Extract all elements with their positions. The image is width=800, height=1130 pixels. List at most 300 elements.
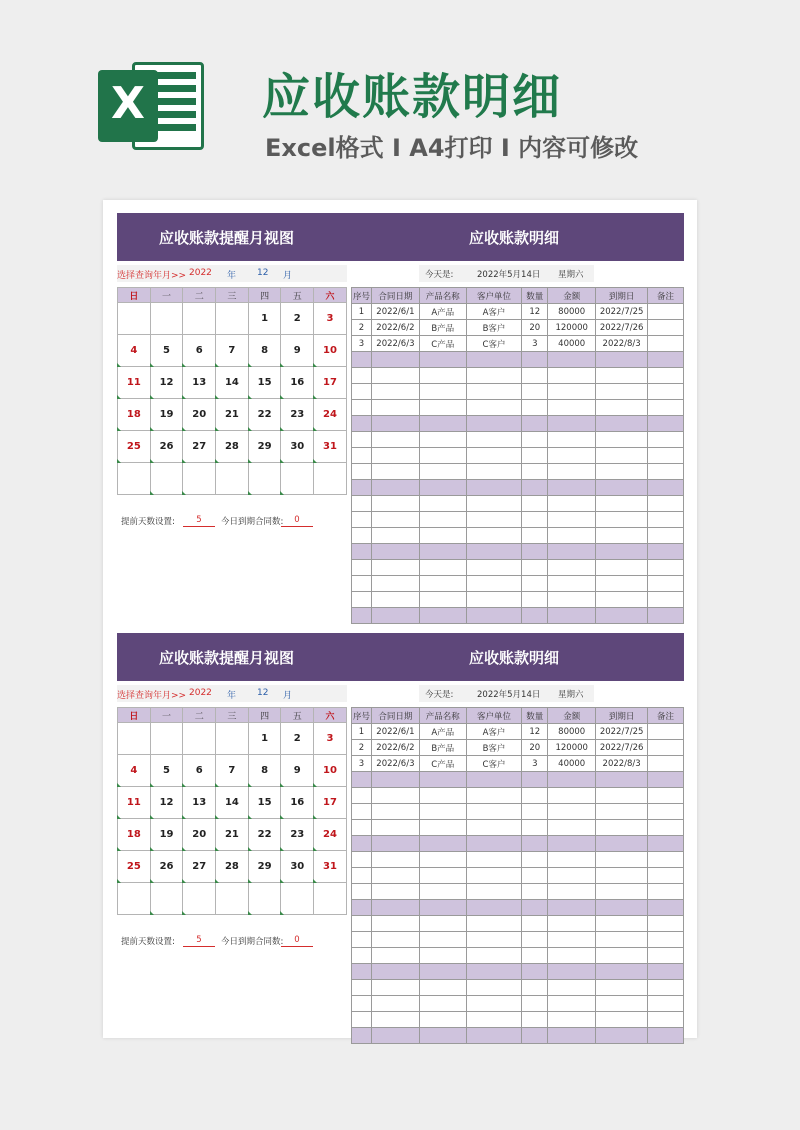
- table-cell[interactable]: [596, 980, 648, 996]
- table-cell[interactable]: [371, 948, 419, 964]
- calendar-day-cell[interactable]: 27: [183, 431, 216, 463]
- calendar-day-cell[interactable]: 2: [281, 723, 314, 755]
- calendar-day-cell[interactable]: 26: [150, 851, 183, 883]
- table-cell[interactable]: [371, 544, 419, 560]
- table-cell[interactable]: [522, 448, 548, 464]
- table-cell[interactable]: 2022/6/2: [371, 740, 419, 756]
- calendar-day-cell[interactable]: 6: [183, 335, 216, 367]
- month-input[interactable]: 12: [257, 688, 269, 698]
- table-cell[interactable]: [596, 932, 648, 948]
- table-cell[interactable]: [548, 496, 596, 512]
- table-cell[interactable]: [352, 368, 372, 384]
- table-cell[interactable]: [352, 788, 372, 804]
- table-cell[interactable]: [352, 980, 372, 996]
- calendar-day-cell[interactable]: 14: [216, 367, 249, 399]
- table-cell[interactable]: [371, 900, 419, 916]
- table-cell[interactable]: 40000: [548, 756, 596, 772]
- table-cell[interactable]: [419, 964, 466, 980]
- table-cell[interactable]: [596, 900, 648, 916]
- table-cell[interactable]: [352, 820, 372, 836]
- table-cell[interactable]: [352, 576, 372, 592]
- table-cell[interactable]: [466, 980, 522, 996]
- table-cell[interactable]: [596, 820, 648, 836]
- table-cell[interactable]: [648, 996, 684, 1012]
- table-cell[interactable]: [522, 400, 548, 416]
- table-cell[interactable]: [548, 964, 596, 980]
- table-cell[interactable]: [596, 464, 648, 480]
- table-cell[interactable]: [419, 884, 466, 900]
- calendar-day-cell[interactable]: 16: [281, 787, 314, 819]
- table-cell[interactable]: C客户: [466, 336, 522, 352]
- table-cell[interactable]: [648, 884, 684, 900]
- table-cell[interactable]: [596, 384, 648, 400]
- table-cell[interactable]: [648, 788, 684, 804]
- table-cell[interactable]: [466, 608, 522, 624]
- calendar-day-cell[interactable]: 26: [150, 431, 183, 463]
- table-cell[interactable]: 40000: [548, 336, 596, 352]
- table-cell[interactable]: [371, 1012, 419, 1028]
- table-cell[interactable]: [352, 884, 372, 900]
- table-cell[interactable]: [548, 400, 596, 416]
- table-cell[interactable]: [648, 528, 684, 544]
- table-cell[interactable]: [419, 416, 466, 432]
- table-cell[interactable]: [371, 608, 419, 624]
- table-cell[interactable]: [419, 820, 466, 836]
- table-cell[interactable]: [596, 544, 648, 560]
- table-cell[interactable]: B产品: [419, 320, 466, 336]
- table-cell[interactable]: [548, 592, 596, 608]
- table-cell[interactable]: [522, 1012, 548, 1028]
- table-cell[interactable]: [466, 820, 522, 836]
- table-cell[interactable]: [648, 368, 684, 384]
- table-cell[interactable]: [419, 788, 466, 804]
- calendar-day-cell[interactable]: 18: [118, 399, 151, 431]
- table-cell[interactable]: [466, 368, 522, 384]
- table-cell[interactable]: [522, 804, 548, 820]
- table-cell[interactable]: 1: [352, 724, 372, 740]
- table-cell[interactable]: [548, 1012, 596, 1028]
- table-cell[interactable]: [419, 480, 466, 496]
- table-cell[interactable]: [419, 448, 466, 464]
- table-cell[interactable]: [352, 1028, 372, 1044]
- table-cell[interactable]: [419, 384, 466, 400]
- table-cell[interactable]: 3: [522, 336, 548, 352]
- table-cell[interactable]: [648, 304, 684, 320]
- table-cell[interactable]: [419, 352, 466, 368]
- table-cell[interactable]: [596, 560, 648, 576]
- table-cell[interactable]: [648, 932, 684, 948]
- table-cell[interactable]: [352, 384, 372, 400]
- table-cell[interactable]: [352, 560, 372, 576]
- table-cell[interactable]: [648, 916, 684, 932]
- table-cell[interactable]: [466, 948, 522, 964]
- table-cell[interactable]: [419, 932, 466, 948]
- calendar-day-cell[interactable]: [216, 303, 249, 335]
- calendar-day-cell[interactable]: 4: [118, 335, 151, 367]
- table-cell[interactable]: [522, 836, 548, 852]
- table-cell[interactable]: [371, 480, 419, 496]
- table-cell[interactable]: [352, 592, 372, 608]
- table-cell[interactable]: [466, 544, 522, 560]
- table-cell[interactable]: 2: [352, 740, 372, 756]
- calendar-day-cell[interactable]: [118, 303, 151, 335]
- table-cell[interactable]: [522, 384, 548, 400]
- table-cell[interactable]: 2022/6/3: [371, 756, 419, 772]
- table-cell[interactable]: [522, 868, 548, 884]
- table-cell[interactable]: [548, 432, 596, 448]
- table-cell[interactable]: [548, 1028, 596, 1044]
- table-cell[interactable]: [596, 948, 648, 964]
- calendar-day-cell[interactable]: 12: [150, 367, 183, 399]
- table-cell[interactable]: [352, 996, 372, 1012]
- table-cell[interactable]: [648, 496, 684, 512]
- calendar-day-cell[interactable]: 8: [248, 755, 281, 787]
- table-cell[interactable]: [548, 916, 596, 932]
- table-cell[interactable]: [466, 804, 522, 820]
- table-cell[interactable]: [371, 528, 419, 544]
- calendar-day-cell[interactable]: 23: [281, 399, 314, 431]
- table-cell[interactable]: [419, 804, 466, 820]
- table-cell[interactable]: 12: [522, 304, 548, 320]
- calendar-day-cell[interactable]: 30: [281, 851, 314, 883]
- table-cell[interactable]: B产品: [419, 740, 466, 756]
- calendar-day-cell[interactable]: [150, 303, 183, 335]
- table-cell[interactable]: [371, 448, 419, 464]
- table-cell[interactable]: [522, 496, 548, 512]
- table-cell[interactable]: [548, 884, 596, 900]
- table-cell[interactable]: [371, 820, 419, 836]
- table-cell[interactable]: [548, 868, 596, 884]
- table-cell[interactable]: [522, 528, 548, 544]
- table-cell[interactable]: [419, 368, 466, 384]
- table-cell[interactable]: [522, 996, 548, 1012]
- table-cell[interactable]: [371, 884, 419, 900]
- table-cell[interactable]: [596, 528, 648, 544]
- table-cell[interactable]: [419, 1012, 466, 1028]
- calendar-day-cell[interactable]: [183, 723, 216, 755]
- table-cell[interactable]: [548, 480, 596, 496]
- table-cell[interactable]: [548, 852, 596, 868]
- table-cell[interactable]: [548, 932, 596, 948]
- table-cell[interactable]: [596, 416, 648, 432]
- table-cell[interactable]: [466, 384, 522, 400]
- table-cell[interactable]: [596, 964, 648, 980]
- table-cell[interactable]: [466, 400, 522, 416]
- table-cell[interactable]: [352, 464, 372, 480]
- calendar-day-cell[interactable]: 15: [248, 367, 281, 399]
- table-cell[interactable]: [596, 1028, 648, 1044]
- table-cell[interactable]: [371, 576, 419, 592]
- table-cell[interactable]: [466, 900, 522, 916]
- table-cell[interactable]: [596, 1012, 648, 1028]
- calendar-day-cell[interactable]: [216, 463, 249, 495]
- table-cell[interactable]: [522, 980, 548, 996]
- table-cell[interactable]: [522, 852, 548, 868]
- calendar-day-cell[interactable]: [118, 883, 151, 915]
- calendar-day-cell[interactable]: 2: [281, 303, 314, 335]
- table-cell[interactable]: [371, 788, 419, 804]
- table-cell[interactable]: 12: [522, 724, 548, 740]
- table-cell[interactable]: [596, 592, 648, 608]
- table-cell[interactable]: [352, 964, 372, 980]
- table-cell[interactable]: [352, 480, 372, 496]
- table-cell[interactable]: [419, 868, 466, 884]
- table-cell[interactable]: A客户: [466, 304, 522, 320]
- table-cell[interactable]: [548, 804, 596, 820]
- table-cell[interactable]: [548, 996, 596, 1012]
- table-cell[interactable]: [648, 480, 684, 496]
- table-cell[interactable]: [466, 576, 522, 592]
- table-cell[interactable]: [419, 464, 466, 480]
- calendar-day-cell[interactable]: 21: [216, 819, 249, 851]
- table-cell[interactable]: [522, 820, 548, 836]
- table-cell[interactable]: [648, 980, 684, 996]
- table-cell[interactable]: [371, 964, 419, 980]
- calendar-day-cell[interactable]: 11: [118, 367, 151, 399]
- table-cell[interactable]: [648, 448, 684, 464]
- table-cell[interactable]: [371, 512, 419, 528]
- calendar-day-cell[interactable]: [183, 303, 216, 335]
- table-cell[interactable]: [371, 932, 419, 948]
- table-cell[interactable]: [466, 1028, 522, 1044]
- table-cell[interactable]: [352, 868, 372, 884]
- calendar-day-cell[interactable]: 22: [248, 819, 281, 851]
- table-cell[interactable]: [596, 576, 648, 592]
- table-cell[interactable]: [522, 932, 548, 948]
- table-cell[interactable]: [466, 528, 522, 544]
- table-cell[interactable]: [548, 464, 596, 480]
- calendar-day-cell[interactable]: 23: [281, 819, 314, 851]
- calendar-day-cell[interactable]: 10: [314, 755, 347, 787]
- calendar-day-cell[interactable]: [281, 883, 314, 915]
- calendar-day-cell[interactable]: 28: [216, 851, 249, 883]
- table-cell[interactable]: [466, 772, 522, 788]
- table-cell[interactable]: [371, 836, 419, 852]
- table-cell[interactable]: [548, 384, 596, 400]
- calendar-day-cell[interactable]: [150, 883, 183, 915]
- table-cell[interactable]: 2022/6/3: [371, 336, 419, 352]
- table-cell[interactable]: [371, 432, 419, 448]
- calendar-day-cell[interactable]: 5: [150, 755, 183, 787]
- table-cell[interactable]: 3: [352, 756, 372, 772]
- table-cell[interactable]: [548, 772, 596, 788]
- table-cell[interactable]: [371, 352, 419, 368]
- table-cell[interactable]: [466, 496, 522, 512]
- table-cell[interactable]: [419, 512, 466, 528]
- table-cell[interactable]: [466, 416, 522, 432]
- advance-days-input[interactable]: 5: [183, 515, 215, 527]
- table-cell[interactable]: A产品: [419, 724, 466, 740]
- table-cell[interactable]: [352, 852, 372, 868]
- table-cell[interactable]: [548, 788, 596, 804]
- table-cell[interactable]: [371, 772, 419, 788]
- table-cell[interactable]: 2022/8/3: [596, 756, 648, 772]
- table-cell[interactable]: [352, 608, 372, 624]
- table-cell[interactable]: [596, 804, 648, 820]
- calendar-day-cell[interactable]: 7: [216, 755, 249, 787]
- table-cell[interactable]: B客户: [466, 740, 522, 756]
- table-cell[interactable]: 2022/8/3: [596, 336, 648, 352]
- table-cell[interactable]: [466, 464, 522, 480]
- advance-days-input[interactable]: 5: [183, 935, 215, 947]
- calendar-day-cell[interactable]: 17: [314, 367, 347, 399]
- calendar-day-cell[interactable]: 19: [150, 399, 183, 431]
- table-cell[interactable]: [596, 868, 648, 884]
- table-cell[interactable]: [419, 772, 466, 788]
- table-cell[interactable]: [522, 788, 548, 804]
- calendar-day-cell[interactable]: [281, 463, 314, 495]
- table-cell[interactable]: [522, 608, 548, 624]
- table-cell[interactable]: [548, 448, 596, 464]
- table-cell[interactable]: [596, 400, 648, 416]
- table-cell[interactable]: [419, 948, 466, 964]
- calendar-day-cell[interactable]: [216, 723, 249, 755]
- table-cell[interactable]: [352, 352, 372, 368]
- table-cell[interactable]: [648, 320, 684, 336]
- calendar-day-cell[interactable]: 6: [183, 755, 216, 787]
- calendar-day-cell[interactable]: 15: [248, 787, 281, 819]
- calendar-day-cell[interactable]: [183, 463, 216, 495]
- table-cell[interactable]: [648, 948, 684, 964]
- table-cell[interactable]: [596, 836, 648, 852]
- table-cell[interactable]: [371, 416, 419, 432]
- table-cell[interactable]: [371, 1028, 419, 1044]
- table-cell[interactable]: [648, 464, 684, 480]
- table-cell[interactable]: [522, 884, 548, 900]
- table-cell[interactable]: [596, 852, 648, 868]
- calendar-day-cell[interactable]: 16: [281, 367, 314, 399]
- table-cell[interactable]: [466, 964, 522, 980]
- table-cell[interactable]: [522, 464, 548, 480]
- table-cell[interactable]: [352, 432, 372, 448]
- calendar-day-cell[interactable]: [314, 883, 347, 915]
- table-cell[interactable]: [522, 544, 548, 560]
- table-cell[interactable]: 2022/6/1: [371, 724, 419, 740]
- table-cell[interactable]: [648, 544, 684, 560]
- calendar-day-cell[interactable]: [248, 463, 281, 495]
- table-cell[interactable]: [466, 916, 522, 932]
- calendar-day-cell[interactable]: [248, 883, 281, 915]
- table-cell[interactable]: [371, 980, 419, 996]
- table-cell[interactable]: [352, 804, 372, 820]
- table-cell[interactable]: [648, 964, 684, 980]
- table-cell[interactable]: [596, 432, 648, 448]
- table-cell[interactable]: [648, 820, 684, 836]
- calendar-day-cell[interactable]: 8: [248, 335, 281, 367]
- table-cell[interactable]: 2: [352, 320, 372, 336]
- table-cell[interactable]: [522, 368, 548, 384]
- table-cell[interactable]: [371, 384, 419, 400]
- year-input[interactable]: 2022: [189, 268, 212, 278]
- table-cell[interactable]: [548, 980, 596, 996]
- calendar-day-cell[interactable]: 9: [281, 335, 314, 367]
- calendar-day-cell[interactable]: 21: [216, 399, 249, 431]
- table-cell[interactable]: [522, 964, 548, 980]
- table-cell[interactable]: 2022/7/26: [596, 740, 648, 756]
- table-cell[interactable]: [548, 512, 596, 528]
- calendar-day-cell[interactable]: 29: [248, 851, 281, 883]
- calendar-day-cell[interactable]: 13: [183, 787, 216, 819]
- table-cell[interactable]: [466, 352, 522, 368]
- table-cell[interactable]: [466, 932, 522, 948]
- table-cell[interactable]: 3: [522, 756, 548, 772]
- table-cell[interactable]: [548, 820, 596, 836]
- table-cell[interactable]: [466, 852, 522, 868]
- table-cell[interactable]: [419, 980, 466, 996]
- table-cell[interactable]: [466, 512, 522, 528]
- table-cell[interactable]: [648, 336, 684, 352]
- table-cell[interactable]: [522, 432, 548, 448]
- table-cell[interactable]: [648, 900, 684, 916]
- calendar-day-cell[interactable]: [314, 463, 347, 495]
- table-cell[interactable]: 2022/7/25: [596, 304, 648, 320]
- calendar-day-cell[interactable]: 27: [183, 851, 216, 883]
- table-cell[interactable]: [371, 400, 419, 416]
- table-cell[interactable]: [419, 560, 466, 576]
- table-cell[interactable]: [596, 480, 648, 496]
- calendar-day-cell[interactable]: 7: [216, 335, 249, 367]
- table-cell[interactable]: [419, 916, 466, 932]
- table-cell[interactable]: [522, 512, 548, 528]
- table-cell[interactable]: [419, 996, 466, 1012]
- table-cell[interactable]: [371, 464, 419, 480]
- table-cell[interactable]: A产品: [419, 304, 466, 320]
- table-cell[interactable]: [648, 740, 684, 756]
- table-cell[interactable]: C产品: [419, 336, 466, 352]
- table-cell[interactable]: [522, 1028, 548, 1044]
- calendar-day-cell[interactable]: 18: [118, 819, 151, 851]
- calendar-day-cell[interactable]: 9: [281, 755, 314, 787]
- table-cell[interactable]: [596, 996, 648, 1012]
- calendar-day-cell[interactable]: 24: [314, 819, 347, 851]
- table-cell[interactable]: [648, 352, 684, 368]
- table-cell[interactable]: [548, 836, 596, 852]
- calendar-day-cell[interactable]: 3: [314, 723, 347, 755]
- calendar-day-cell[interactable]: [150, 463, 183, 495]
- table-cell[interactable]: [548, 528, 596, 544]
- table-cell[interactable]: 2022/6/2: [371, 320, 419, 336]
- table-cell[interactable]: [466, 448, 522, 464]
- table-cell[interactable]: [522, 592, 548, 608]
- table-cell[interactable]: [548, 576, 596, 592]
- calendar-day-cell[interactable]: 31: [314, 431, 347, 463]
- table-cell[interactable]: [371, 496, 419, 512]
- table-cell[interactable]: [466, 996, 522, 1012]
- table-cell[interactable]: [522, 560, 548, 576]
- table-cell[interactable]: [419, 496, 466, 512]
- table-cell[interactable]: [419, 1028, 466, 1044]
- table-cell[interactable]: [548, 544, 596, 560]
- month-input[interactable]: 12: [257, 268, 269, 278]
- table-cell[interactable]: [352, 496, 372, 512]
- table-cell[interactable]: [596, 884, 648, 900]
- table-cell[interactable]: [596, 916, 648, 932]
- table-cell[interactable]: [371, 368, 419, 384]
- table-cell[interactable]: [596, 496, 648, 512]
- table-cell[interactable]: 120000: [548, 320, 596, 336]
- table-cell[interactable]: [419, 608, 466, 624]
- table-cell[interactable]: [648, 608, 684, 624]
- table-cell[interactable]: [466, 788, 522, 804]
- calendar-day-cell[interactable]: 29: [248, 431, 281, 463]
- table-cell[interactable]: [352, 400, 372, 416]
- table-cell[interactable]: [466, 1012, 522, 1028]
- table-cell[interactable]: [352, 932, 372, 948]
- table-cell[interactable]: [352, 900, 372, 916]
- table-cell[interactable]: [352, 1012, 372, 1028]
- table-cell[interactable]: 2022/7/25: [596, 724, 648, 740]
- table-cell[interactable]: [522, 948, 548, 964]
